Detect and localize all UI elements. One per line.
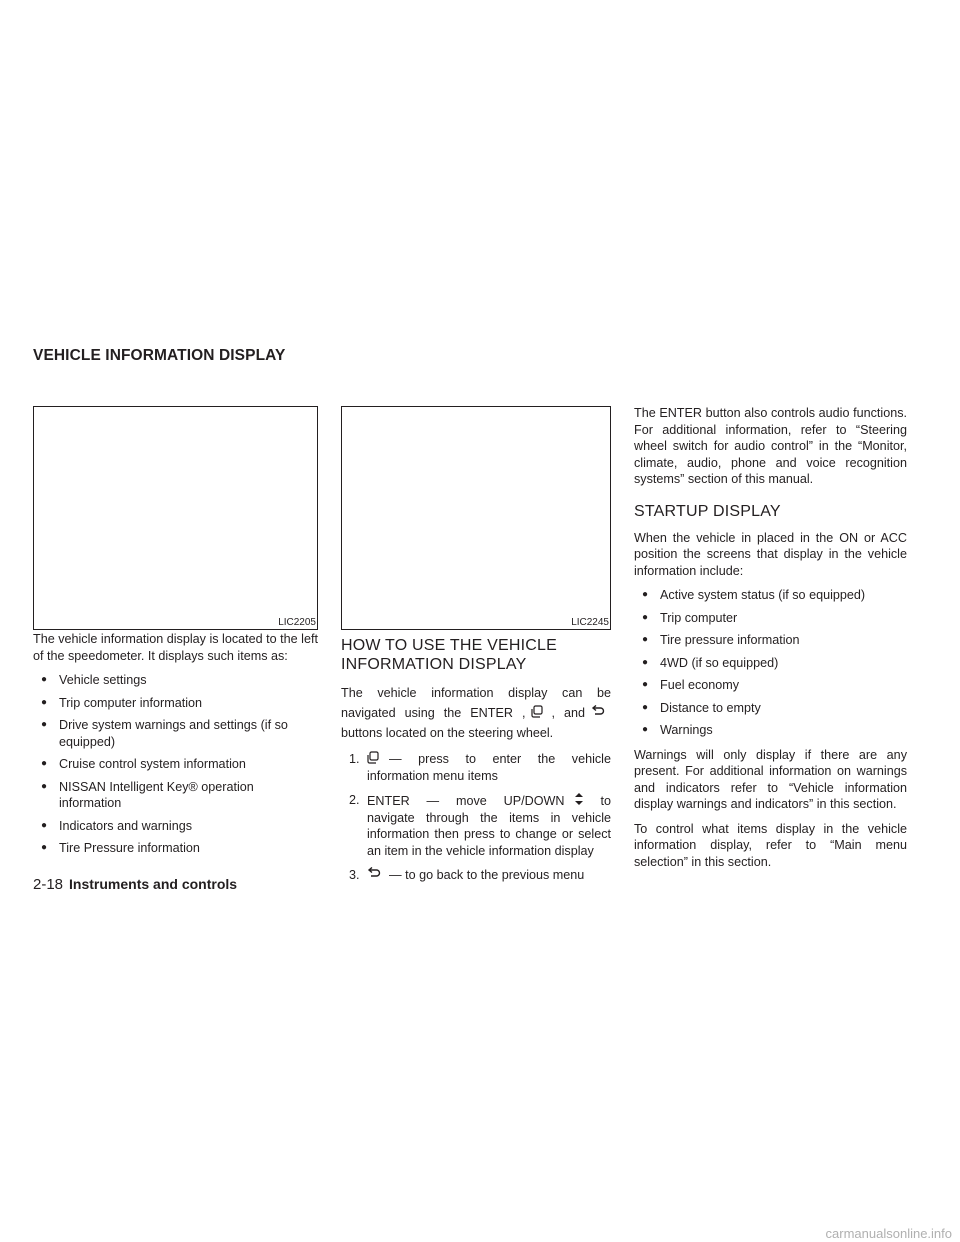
enter-icon (367, 751, 381, 764)
figure-vehicle-display (33, 406, 318, 630)
list-item: ● Trip computer (634, 610, 907, 627)
section-title: VEHICLE INFORMATION DISPLAY (33, 347, 286, 364)
page-footer (33, 876, 237, 893)
list-item: 1. — press to enter the vehicle information menu items (349, 752, 611, 783)
column-1 (33, 631, 318, 865)
list-item: 2. ENTER — move UP/DOWN to navigate through the items in vehicle information then press to change or select an item in the vehicle information display (349, 793, 611, 858)
list-item: ● Fuel economy (634, 677, 907, 694)
list-item: ● Tire pressure information (634, 632, 907, 649)
startup-heading: STARTUP DISPLAY (634, 502, 781, 520)
column-3 (634, 405, 907, 878)
back-icon (591, 704, 605, 717)
warnings-paragraph: Warnings will only display if there are any present. For additional information on warnings and indicators refer to “Vehicle information display warnings and indicators” in this section. (634, 747, 907, 811)
list-item: ● Indicators and warnings (33, 818, 318, 835)
audio-paragraph: The ENTER button also controls audio functions. For additional information, refer to “Steering wheel switch for audio control” in the “Monitor, climate, audio, phone and voice recognition systems” section of this manual. (634, 406, 907, 486)
how-to-steps (341, 751, 611, 884)
how-to-intro: The vehicle information display can be navigated using the ENTER , , andbuttons located on the steering wheel. (341, 686, 611, 740)
startup-items-list (634, 587, 907, 739)
list-item: ● Drive system warnings and settings (if so equipped) (33, 717, 318, 750)
list-item: ● Tire Pressure information (33, 840, 318, 857)
enter-icon (531, 704, 545, 717)
figure-code: LIC2205 (278, 617, 316, 628)
list-item: ● Vehicle settings (33, 672, 318, 689)
display-items-list (33, 672, 318, 857)
chapter-title: Instruments and controls (69, 876, 238, 892)
list-item: ● Warnings (634, 722, 907, 739)
back-icon (367, 867, 381, 880)
list-item: ● NISSAN Intelligent Key® operation information (33, 779, 318, 812)
column-2 (341, 636, 611, 892)
list-item: ● Active system status (if so equipped) (634, 587, 907, 604)
figure-code: LIC2245 (571, 617, 609, 628)
list-item: ● 4WD (if so equipped) (634, 655, 907, 672)
up-down-icon (574, 792, 588, 805)
watermark (826, 1226, 952, 1241)
list-item: ● Trip computer information (33, 695, 318, 712)
list-item: ● Cruise control system information (33, 756, 318, 773)
figure-steering-switch (341, 406, 611, 630)
list-item: ● Distance to empty (634, 700, 907, 717)
watermark-text: carmanualsonline.info (825, 1226, 952, 1241)
startup-paragraph: When the vehicle in placed in the ON or ACC position the screens that display in the vehicle information include: (634, 530, 907, 578)
intro-paragraph: The vehicle information display is located to the left of the speedometer. It displays such items as: (33, 632, 318, 663)
how-to-heading: HOW TO USE THE VEHICLE INFORMATION DISPLAY (341, 637, 558, 673)
main-menu-paragraph: To control what items display in the vehicle information display, refer to “Main menu selection” in this section. (634, 821, 907, 869)
list-item: 3. — to go back to the previous menu (349, 868, 585, 882)
page-number: 2-18 (33, 876, 64, 893)
